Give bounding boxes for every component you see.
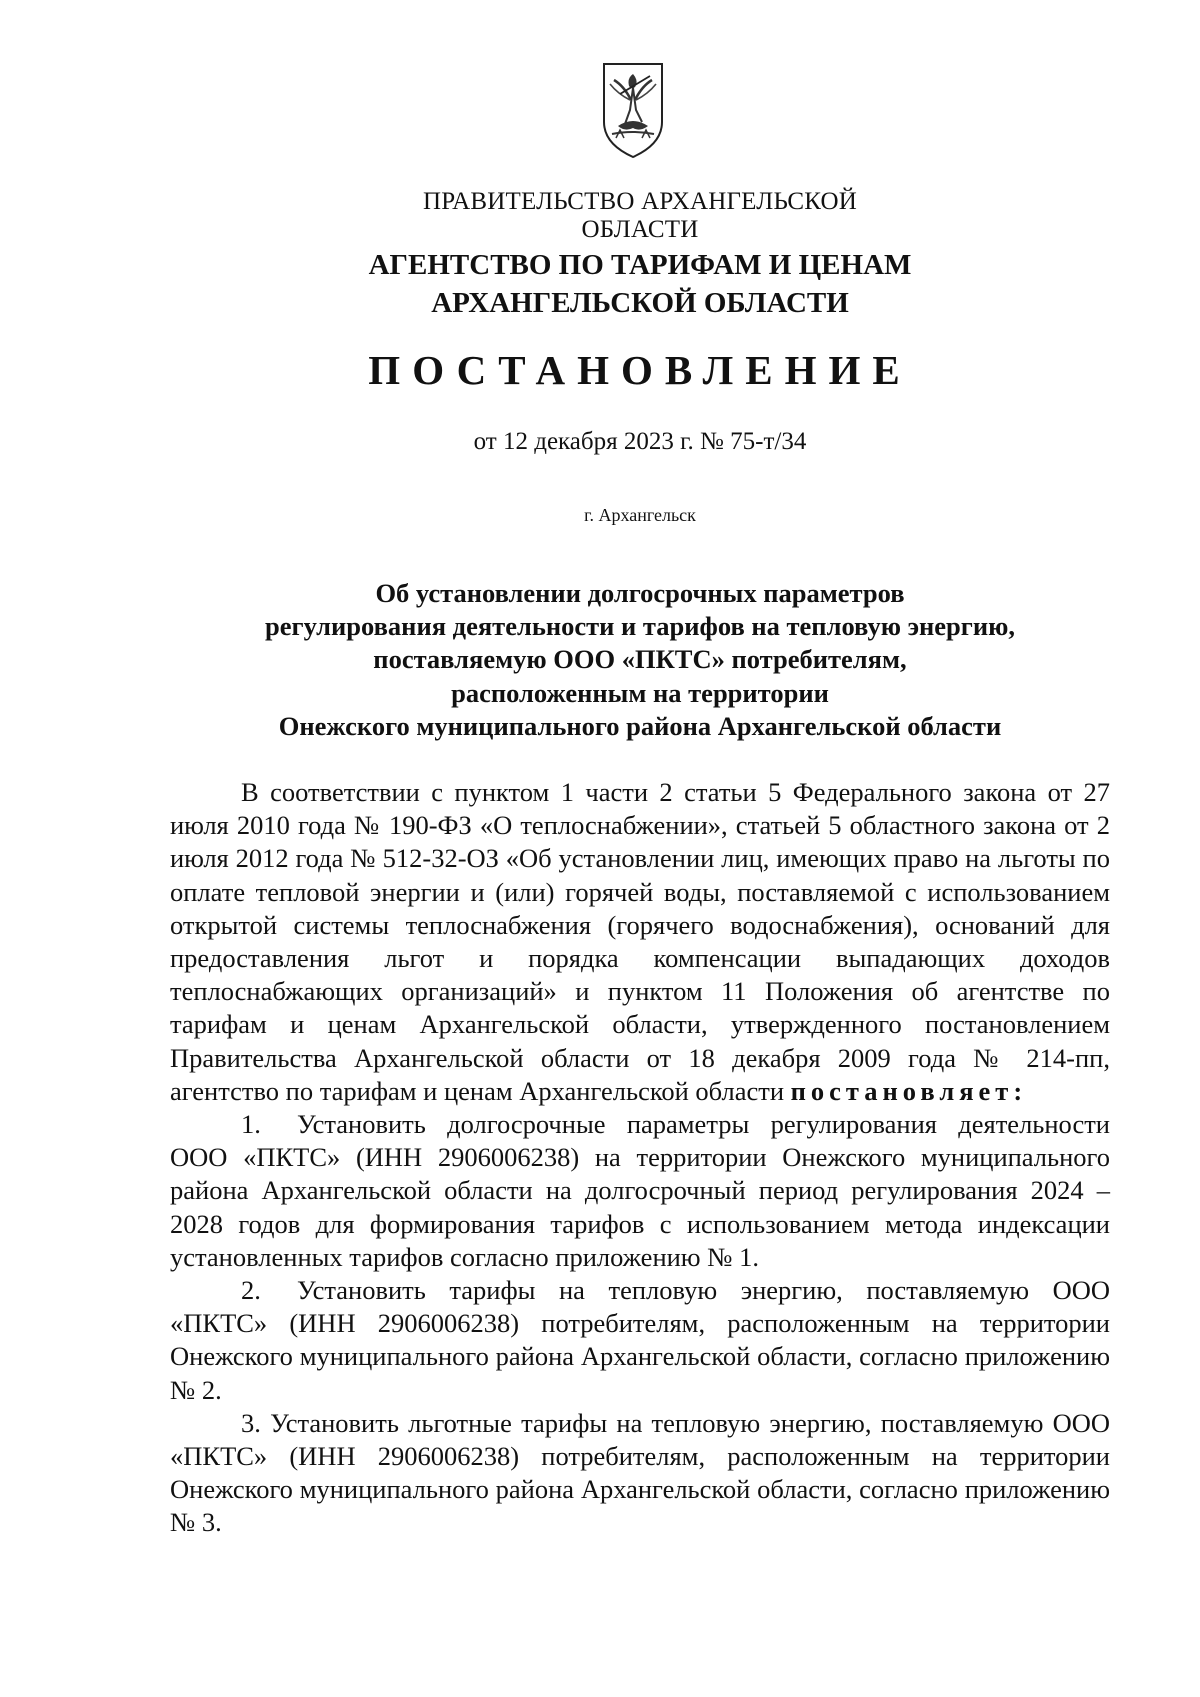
title-line: регулирования деятельности и тарифов на тепловую энергию,	[265, 611, 1015, 642]
item-number: 2.	[241, 1275, 261, 1306]
decree-title	[170, 577, 1110, 743]
agency-name	[250, 246, 1030, 322]
item-number: 1.	[241, 1109, 261, 1140]
item-number: 3.	[241, 1407, 261, 1438]
agency-name-line: АРХАНГЕЛЬСКОЙ ОБЛАСТИ	[431, 287, 849, 319]
decree-body	[170, 776, 1110, 1540]
resolves-word: постановляет:	[790, 1075, 1028, 1106]
item-text: Установить долгосрочные параметры регулирования деятельности ООО «ПКТС» (ИНН 2906006238) на территории Онежского муниципального района Архангельской области на долгосрочный период регулирования 2024 – 2028 годов для формирования тарифов с использованием метода индексации установленных тарифов согласно приложению № 1.	[170, 1109, 1110, 1272]
decree-city: г. Архангельск	[584, 505, 696, 525]
item-text: Установить тарифы на тепловую энергию, поставляемую ООО «ПКТС» (ИНН 2906006238) потребителям, расположенным на территории Онежского муниципального района Архангельской области, согласно приложению № 2.	[170, 1275, 1110, 1405]
title-line: расположенным на территории	[451, 677, 829, 708]
title-line: Онежского муниципального района Архангельской области	[278, 710, 1002, 741]
preamble-text: В соответствии с пунктом 1 части 2 статьи 5 Федерального закона от 27 июля 2010 года № 190-ФЗ «О теплоснабжении», статьей 5 областного закона от 2 июля 2012 года № 512-32-ОЗ «Об установлении лиц, имеющих право на льготы по оплате тепловой энергии и (или) горячей воды, поставляемой с использованием открытой системы теплоснабжения (горячего водоснабжения), оснований для предоставления льгот и порядка компенсации выпадающих доходов теплоснабжающих организаций» и пунктом 11 Положения об агентстве по тарифам и ценам Архангельской области, утвержденного постановлением Правительства Архангельской области от 18 декабря 2009 года № 214-пп, агентство по тарифам и ценам Архангельской области	[170, 777, 1110, 1106]
preamble-paragraph	[170, 776, 1110, 1108]
decree-date-number: от 12 декабря 2023 г. № 75-т/34	[473, 428, 807, 455]
item-text: Установить льготные тарифы на тепловую энергию, поставляемую ООО «ПКТС» (ИНН 2906006238) потребителям, расположенным на территории Онежского муниципального района Архангельской области, согласно приложению № 3.	[170, 1407, 1110, 1538]
decree-item	[170, 1407, 1110, 1540]
decree-item	[170, 1108, 1110, 1274]
government-name: ПРАВИТЕЛЬСТВО АРХАНГЕЛЬСКОЙ ОБЛАСТИ	[422, 188, 858, 243]
agency-name-line: АГЕНТСТВО ПО ТАРИФАМ И ЦЕНАМ	[368, 249, 912, 281]
title-line: Об установлении долгосрочных параметров	[375, 578, 905, 608]
decree-item	[170, 1274, 1110, 1407]
coat-of-arms-icon	[600, 60, 666, 160]
title-line: поставляемую ООО «ПКТС» потребителям,	[373, 644, 907, 675]
decree-heading: ПОСТАНОВЛЕНИЕ	[368, 347, 912, 393]
